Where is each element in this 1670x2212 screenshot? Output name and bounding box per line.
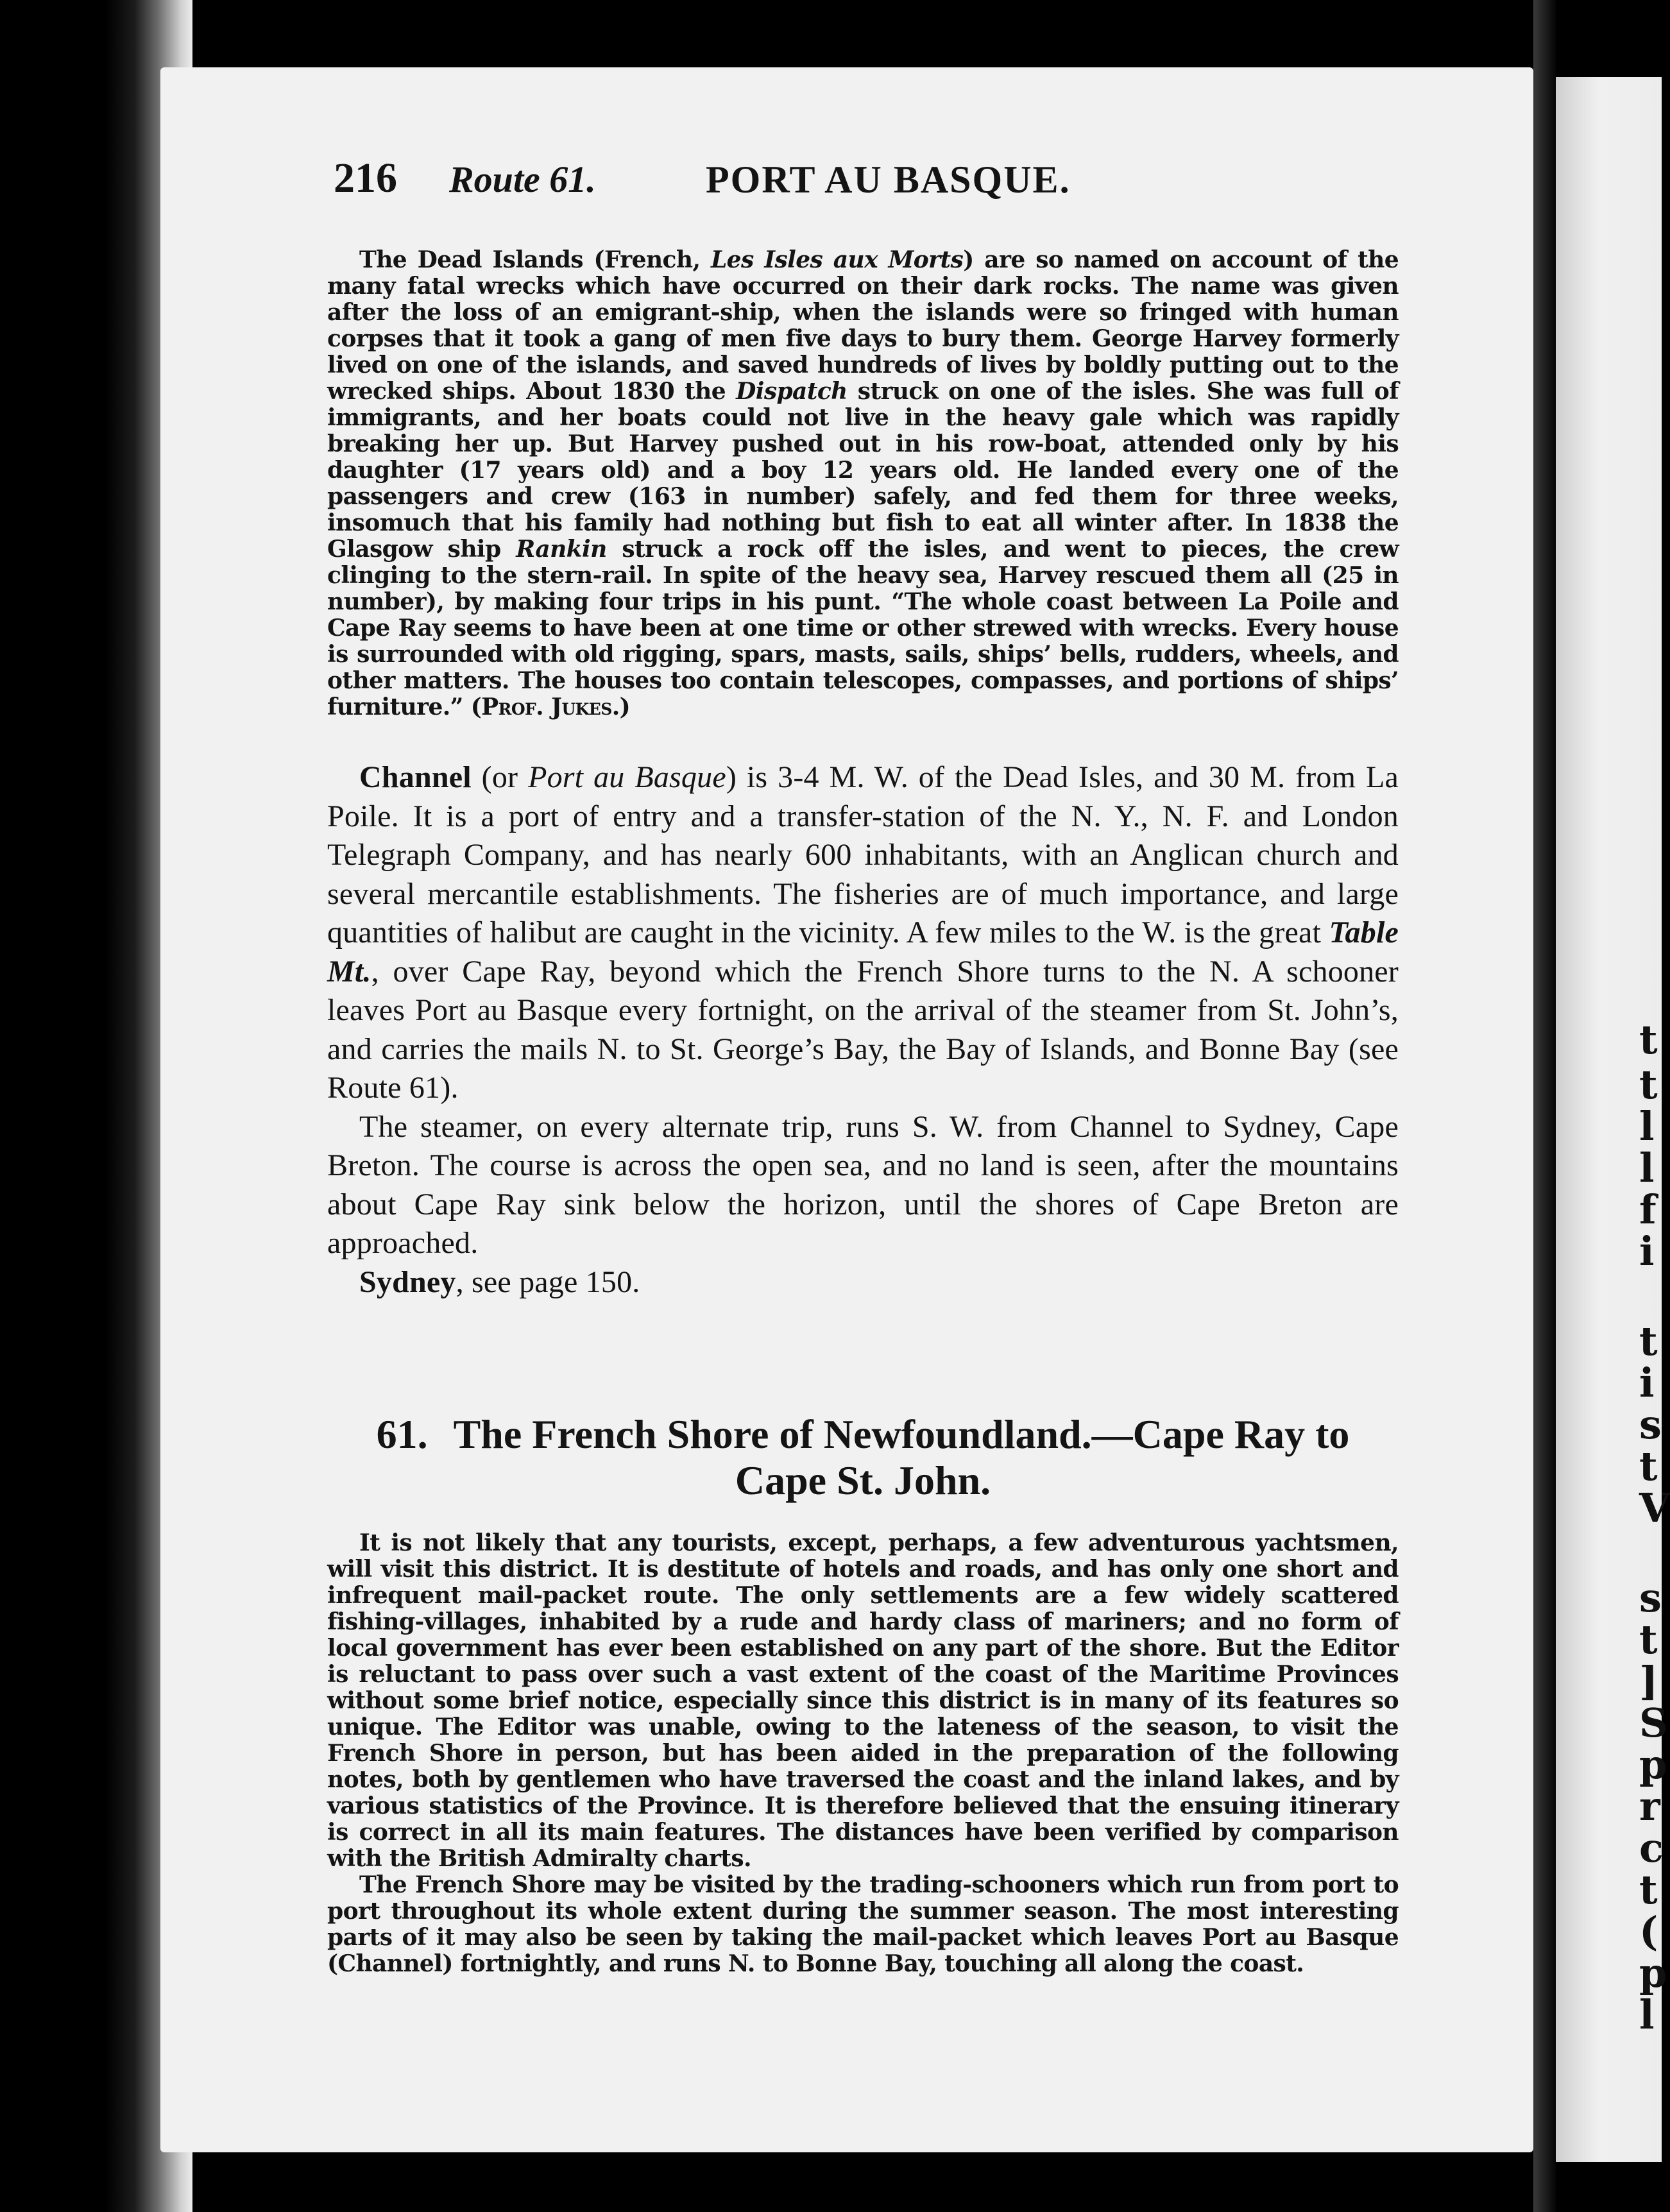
bleed-letter: l [1639, 1144, 1655, 1191]
ship-name: Rankin [516, 536, 607, 563]
steamer-paragraph: The steamer, on every alternate trip, runs S. W. from Channel to Sydney, Cape Breton. The course is across the open sea, and no land is seen, after the mountains about Cape Ray sink below the horizon, until the shores of Cape Breton are approached. [327, 1109, 1399, 1260]
bleed-letter: ( [1639, 1908, 1658, 1955]
channel-paragraph [327, 758, 1399, 1108]
text-run: .) [611, 693, 631, 720]
bleed-letter: t [1639, 1443, 1658, 1490]
bleed-letter: t [1639, 1616, 1658, 1663]
running-title: PORT AU BASQUE. [706, 158, 1071, 201]
page-gutter [1533, 0, 1556, 2212]
section-title: The French Shore of Newfoundland.—Cape Ray to Cape St. John. [453, 1411, 1350, 1503]
sydney-heading: Sydney [359, 1264, 456, 1299]
bleed-letter: p [1639, 1741, 1667, 1788]
french-shore-paragraph: The French Shore may be visited by the trading-schooners which run from port to port throughout its whole extent during the summer season. The most interesting parts of it may also be seen by taking the mail-packet which leaves Port au Basque (Channel) fortnightly, and runs N. to Bonne Bay, touching all along the coast. [327, 1871, 1399, 1977]
citation: Prof. Jukes [481, 693, 612, 720]
page-number: 216 [334, 155, 397, 201]
bleed-letter: f [1639, 1186, 1657, 1233]
french-shore-paragraph: It is not likely that any tourists, except, perhaps, a few adventurous yachtsmen, will visit this district. It is destitute of hotels and roads, and has only one short and infrequent mail-packet route. The only settlements are a few widely scattered fishing-villages, inhabited by a rude and hardy class of mariners; and no form of local government has ever been established on any part of the shore. But the Editor is reluctant to pass over such a vast extent of the coast of the Maritime Provinces without some brief notice, especially since this district is in many of its features so unique. The Editor was unable, owing to the lateness of the season, to visit the French Shore in person, but has been aided in the preparation of the following notes, both by gentlemen who have traversed the coast and the inland lakes, and by various statistics of the Province. It is therefore believed that the ensuing itinerary is correct in all its main features. The distances have been verified by comparison with the British Admiralty charts. [327, 1529, 1399, 1872]
text-run: , see page 150. [456, 1264, 640, 1299]
sydney-reference [327, 1263, 1399, 1302]
text-run: struck a rock off the isles, and went to pieces, the crew clinging to the stern-rail. In spite of the heavy sea, Harvey rescued them all (25 in number), by making four trips in his punt. “The whole coast between La Poile and Cape Ray seems to have been at one time or other strewed with wrecks. Every house is surrounded with old rigging, spars, masts, sails, ships’ bells, rudders, wheels, and other matters. The houses too contain telescopes, compasses, and portions of ships’ furniture.” ( [327, 536, 1399, 720]
bleed-letter: r [1639, 1783, 1660, 1830]
ship-name: Dispatch [736, 378, 848, 405]
bleed-letter: i [1639, 1359, 1655, 1406]
bleed-letter: s [1639, 1401, 1662, 1448]
bleed-letter: c [1639, 1825, 1664, 1871]
text-run: , over Cape Ray, beyond which the French Shore turns to the N. A schooner leaves Port au Basque every fortnight, on the arrival of the steamer from St. John’s, and carries the mails N. to St. George’s Bay, the Bay of Islands, and Bonne Bay (see Route 61). [327, 954, 1399, 1105]
channel-heading: Channel [359, 760, 472, 794]
bleed-letter: t [1639, 1061, 1658, 1108]
bleed-letter: l [1639, 1991, 1655, 2038]
bleed-letter: p [1639, 1950, 1667, 1996]
alt-name: Port au Basque [528, 760, 726, 794]
french-name: Les Isles aux Morts [710, 246, 964, 273]
french-shore-intro [327, 1530, 1399, 1977]
running-header [334, 154, 1424, 212]
mountain-name: Table Mt. [327, 915, 1399, 989]
channel-section [327, 758, 1399, 1302]
text-run: struck on one of the isles. She was full of immigrants, and her boats could not live in the heavy gale which was rapidly breaking her up. But Harvey pushed out in his row-boat, attended only by his daughter (17 years old) and a boy 12 years old. He landed every one of the passengers and crew (163 in number) safely, and fed them for three weeks, insomuch that his family had nothing but fish to eat all winter after. In 1838 the Glasgow ship [327, 378, 1399, 563]
text-run: (or [471, 760, 529, 794]
text-run: ) are so named on account of the many fatal wrecks which have occurred on their dark rocks. The name was given after the loss of an emigrant-ship, when the islands were so fringed with human corpses that it took a gang of men five days to bury them. George Harvey formerly lived on one of the islands, and saved hundreds of lives by boldly putting out to the wrecked ships. About 1830 the [327, 246, 1399, 405]
bleed-letter: i [1639, 1228, 1655, 1275]
section-heading [327, 1411, 1399, 1504]
text-run: (French, [583, 246, 711, 273]
bleed-letter: S [1639, 1699, 1668, 1746]
dead-islands-paragraph [327, 247, 1399, 720]
bleed-letter: s [1639, 1574, 1662, 1621]
text-run: ) is 3-4 M. W. of the Dead Isles, and 30 M. from La Poile. It is a port of entry and a transfer-station of the N. Y., N. F. and London Telegraph Company, and has nearly 600 inhabitants, with an Anglican church and several mercantile establishments. The fisheries are of much importance, and large quantities of halibut are caught in the vicinity. A few miles to the W. is the great [327, 760, 1399, 949]
dead-islands-heading: The Dead Islands [359, 246, 583, 273]
bleed-letter: t [1639, 1866, 1658, 1913]
bleed-letter: ] [1639, 1658, 1658, 1705]
bleed-letter: t [1639, 1318, 1658, 1365]
bleed-letter: t [1639, 1016, 1658, 1063]
route-label: Route 61. [449, 158, 596, 200]
section-number: 61. [376, 1411, 428, 1457]
bleed-letter: V [1639, 1485, 1670, 1531]
bleed-letter: l [1639, 1103, 1655, 1150]
